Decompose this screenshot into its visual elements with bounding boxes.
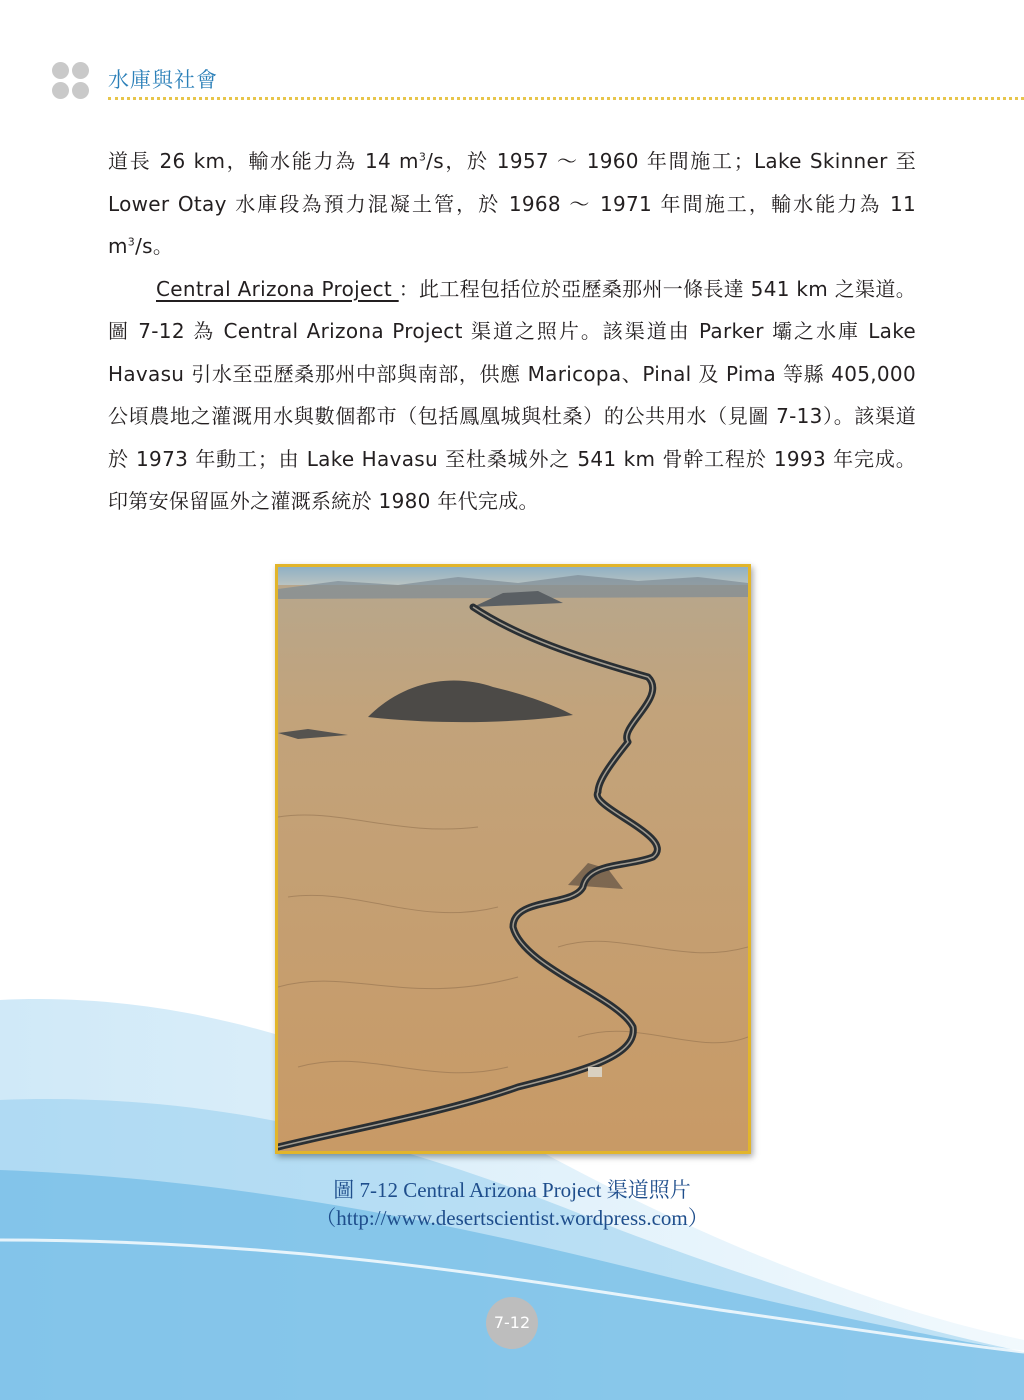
header-rule [108, 97, 1024, 100]
canal-photo [275, 564, 751, 1154]
header-title: 水庫與社會 [108, 68, 218, 92]
body-text [108, 140, 916, 523]
figure-caption: 圖 7-12 Central Arizona Project 渠道照片 [333, 1178, 691, 1202]
paragraph-1: 道長 26 km，輸水能力為 14 $m^3/s$，於 1957 ～ 1960 年間施工；Lake Skinner 至 Lower Otay 水庫段為預力混凝土管，於 1968 ～ 1971 年間施工，輸水能力為 11 $m^3/s$。 [108, 149, 917, 258]
paragraph-2: Central Arizona Project ：此工程包括位於亞歷桑那州一條長達 541 km 之渠道。圖 7-12 為 Central Arizona Project 渠道之照片。該渠道由 Parker 壩之水庫 Lake Havasu 引水至亞歷桑那州中部與南部，供應 Maricopa、Pinal 及 Pima 等縣 405,000 公頃農地之灌溉用水與數個都市（包括鳳凰城與杜桑）的公共用水（見圖 7-13）。該渠道於 1973 年動工；由 Lake Havasu 至杜桑城外之 541 km 骨幹工程於 1993 年完成。印第安保留區外之灌溉系統於 1980 年代完成。 [108, 276, 916, 513]
figure-source-url: （http://www.desertscientist.wordpress.com） [315, 1206, 709, 1230]
term-central-arizona-project: Central Arizona Project [156, 276, 399, 301]
page-number: 7-12 [486, 1297, 538, 1349]
running-header [52, 62, 1024, 106]
header-dots-icon [52, 62, 92, 102]
canal-aerial-image [278, 567, 748, 1151]
